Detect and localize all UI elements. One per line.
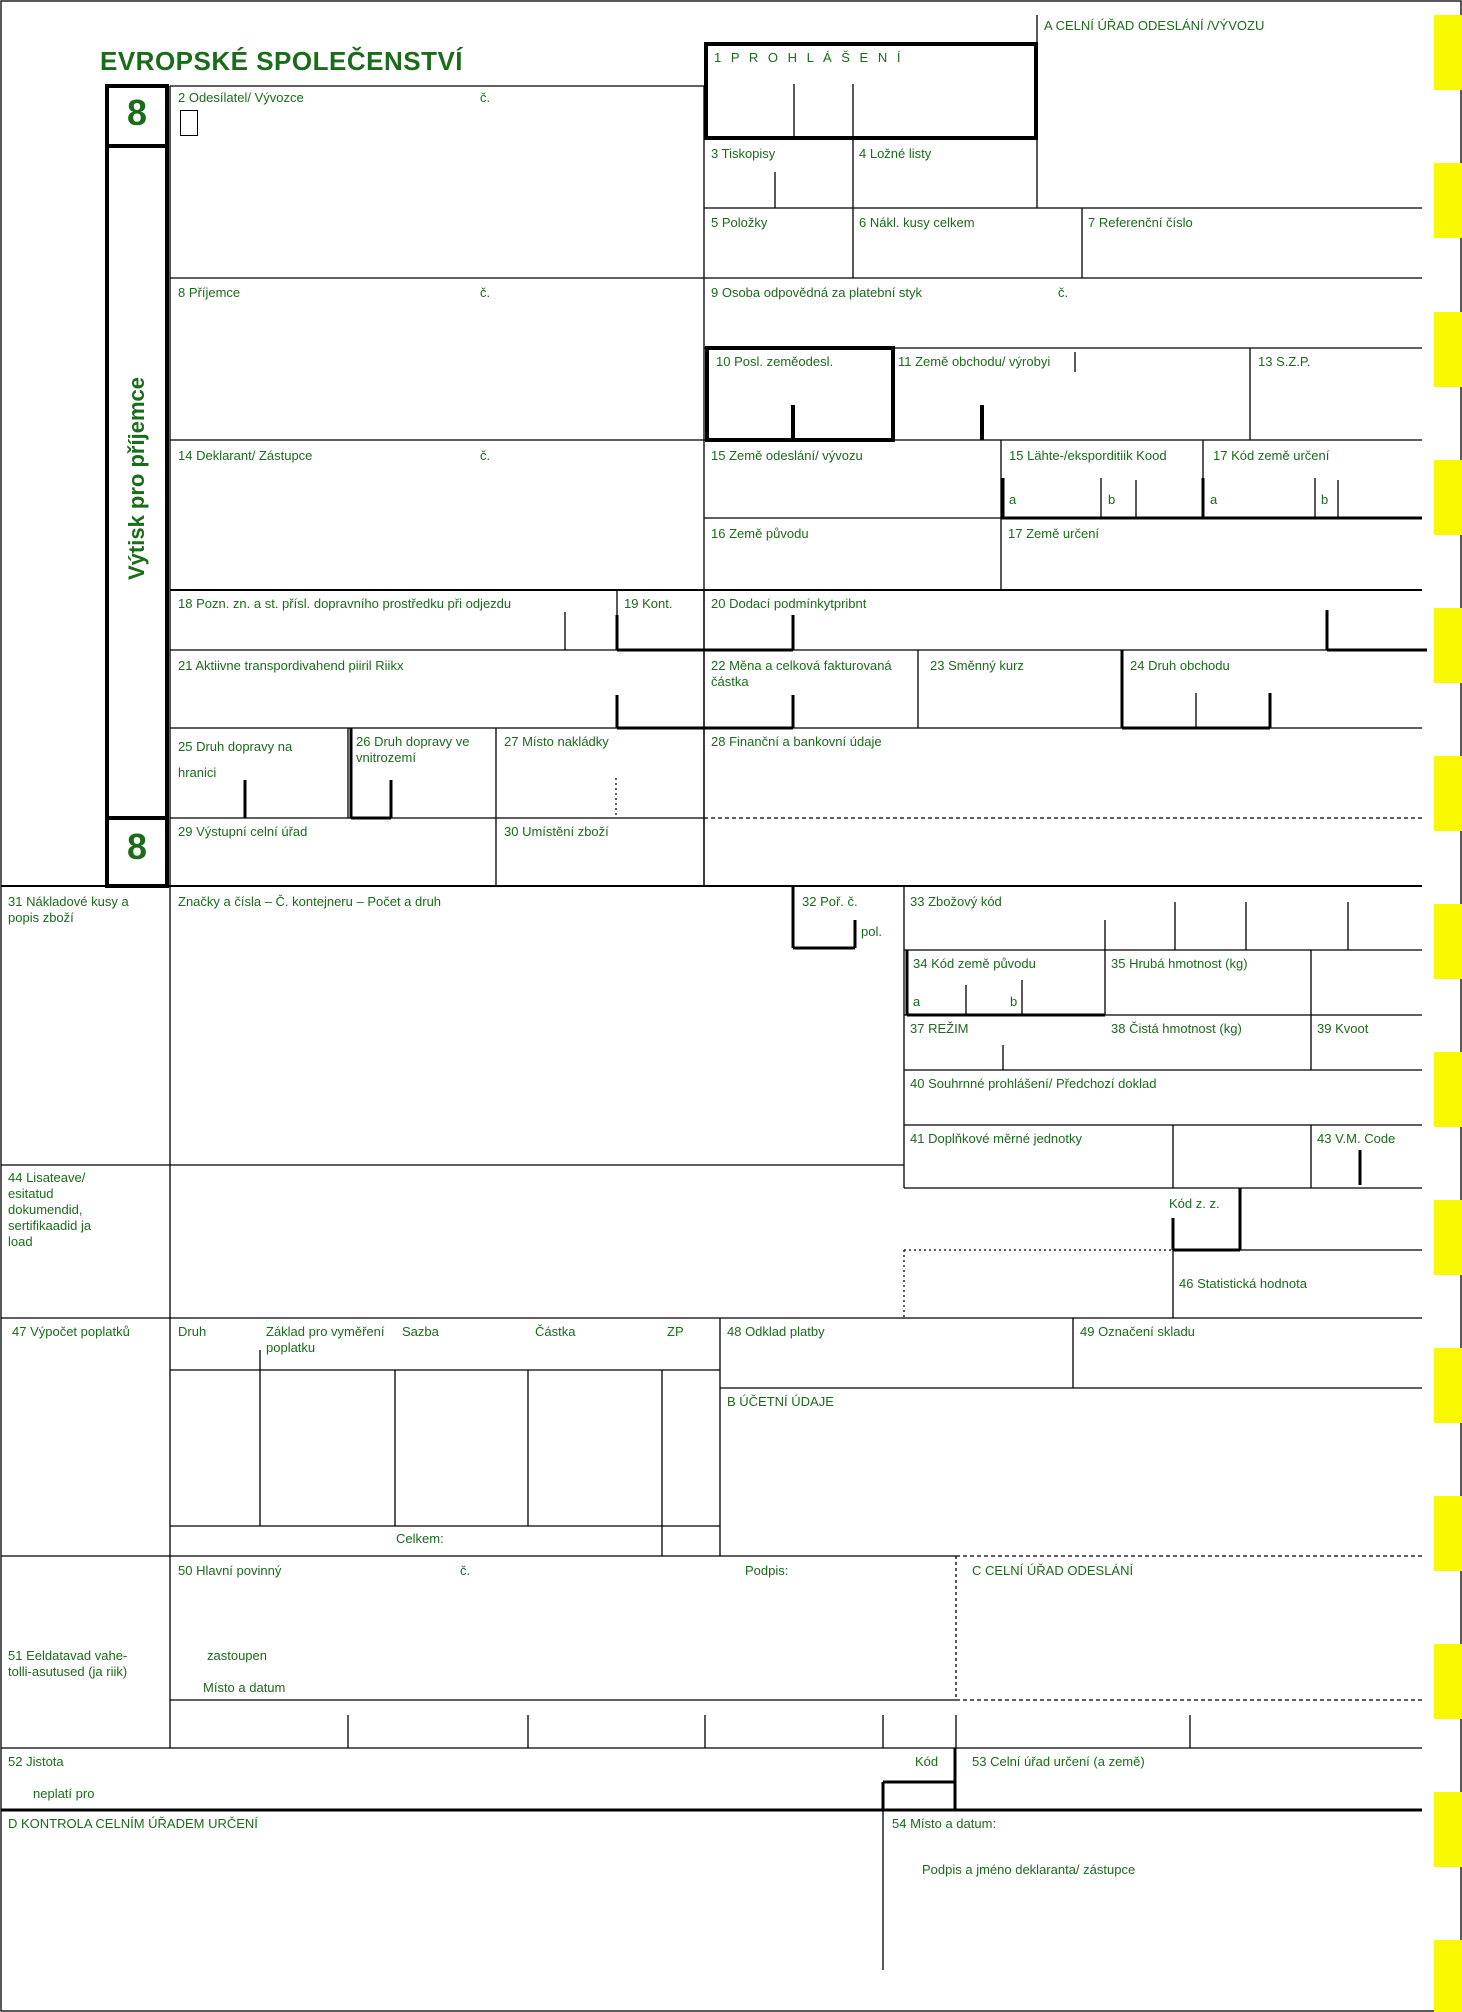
box-2-number-label: č.: [480, 90, 491, 105]
box-16-label: 16 Země původu: [711, 526, 809, 541]
box-50-represented-label: zastoupen: [207, 1648, 267, 1663]
box-50-signature-label: Podpis:: [745, 1563, 789, 1578]
box-32-pol-label: pol.: [861, 924, 882, 939]
box-52-label: 52 Jistota: [8, 1754, 64, 1769]
box-17a-sub-b: b: [1321, 492, 1329, 507]
box-14-label: 14 Deklarant/ Zástupce: [178, 448, 313, 463]
box-41-label: 41 Doplňkové měrné jednotky: [910, 1131, 1082, 1146]
box-30-label: 30 Umístění zboží: [504, 824, 609, 839]
margin-stripe: [1434, 460, 1462, 535]
box-3-label: 3 Tiskopisy: [711, 146, 776, 161]
box-8-number-label: č.: [480, 285, 491, 300]
margin-stripe: [1434, 1496, 1462, 1571]
box-14-number-label: č.: [480, 448, 491, 463]
box-39-label: 39 Kvoot: [1317, 1021, 1369, 1036]
box-9-number-label: č.: [1058, 285, 1069, 300]
copy-purpose-vertical: Výtisk pro příjemce: [124, 377, 149, 580]
copy-number-bottom: 8: [126, 826, 148, 867]
box-15-label: 15 Země odeslání/ vývozu: [711, 448, 863, 463]
box-47-label: 47 Výpočet poplatků: [12, 1324, 130, 1339]
box-29-label: 29 Výstupní celní úřad: [178, 824, 308, 839]
box-37-label: 37 REŽIM: [910, 1021, 969, 1036]
copy-number-top: 8: [126, 92, 148, 133]
box-15a-sub-a: a: [1009, 492, 1017, 507]
box-50-number-label: č.: [460, 1563, 471, 1578]
box-35-label: 35 Hrubá hmotnost (kg): [1111, 956, 1248, 971]
box-47-zaklad: Základ pro vyměření poplatku: [266, 1324, 385, 1355]
box-1-label: 1 P R O H L Á Š E N Í: [714, 50, 904, 65]
box-44-label: 44 Lisateave/ esitatud dokumendid, sertifikaadid ja load: [8, 1170, 92, 1249]
box-B-label: B ÚČETNÍ ÚDAJE: [727, 1394, 834, 1409]
box-50-place-date-label: Místo a datum: [203, 1680, 286, 1695]
box-15a-label: 15 Lähte-/eksporditiik Kood: [1009, 448, 1167, 463]
box-47-celkem: Celkem:: [396, 1531, 444, 1546]
margin-stripe: [1434, 1940, 1462, 2012]
box-52-not-valid-label: neplatí pro: [33, 1786, 95, 1801]
box-11-label: 11 Země obchodu/ výrobyi: [898, 354, 1051, 369]
margin-stripe: [1434, 1792, 1462, 1867]
box-13-label: 13 S.Z.P.: [1258, 354, 1311, 369]
box-8-label: 8 Příjemce: [178, 285, 241, 300]
box-10-label: 10 Posl. zeměodesl.: [716, 354, 834, 369]
box-27-label: 27 Místo nakládky: [504, 734, 609, 749]
box-9-label: 9 Osoba odpovědná za platební styk: [711, 285, 923, 300]
box-51-label: 51 Eeldatavad vahe-tolli-asutused (ja riik): [8, 1648, 128, 1679]
box-47-zp: ZP: [667, 1324, 684, 1339]
box-31-description: Značky a čísla – Č. kontejneru – Počet a druh: [178, 894, 442, 909]
kod-zz-label: Kód z. z.: [1169, 1196, 1220, 1211]
box-34-label: 34 Kód země původu: [913, 956, 1036, 971]
box-17-label: 17 Země určení: [1008, 526, 1100, 541]
box-2-checkbox[interactable]: [180, 110, 198, 136]
box-52-code-label: Kód: [915, 1754, 939, 1769]
box-38-label: 38 Čistá hmotnost (kg): [1111, 1021, 1242, 1036]
box-19-label: 19 Kont.: [624, 596, 673, 611]
box-D-label: D KONTROLA CELNÍM ÚŘADEM URČENÍ: [8, 1816, 258, 1831]
box-53-label: 53 Celní úřad určení (a země): [972, 1754, 1145, 1769]
margin-stripe: [1434, 756, 1462, 831]
box-28-label: 28 Finanční a bankovní údaje: [711, 734, 882, 749]
box-47-castka: Částka: [535, 1324, 576, 1339]
box-32-label: 32 Poř. č.: [802, 894, 858, 909]
box-31-label: 31 Nákladové kusy a popis zboží: [8, 894, 129, 925]
box-21-label: 21 Aktiivne transpordivahend piiril Riikx: [178, 658, 404, 673]
box-7-label: 7 Referenční číslo: [1088, 215, 1193, 230]
margin-stripe: [1434, 163, 1462, 238]
box-5-label: 5 Položky: [711, 215, 768, 230]
box-54-label: 54 Místo a datum:: [892, 1816, 997, 1831]
margin-stripe: [1434, 312, 1462, 387]
box-22-label: 22 Měna a celková fakturovaná částka: [711, 658, 892, 689]
box-34-sub-a: a: [913, 994, 921, 1009]
box-20-label: 20 Dodací podmínkytpribnt: [711, 596, 867, 611]
box-6-label: 6 Nákl. kusy celkem: [859, 215, 975, 230]
box-A-label: A CELNÍ ÚŘAD ODESLÁNÍ /VÝVOZU: [1044, 18, 1265, 33]
box-24-label: 24 Druh obchodu: [1130, 658, 1230, 673]
box-2-label: 2 Odesílatel/ Vývozce: [178, 90, 304, 105]
box-50-label: 50 Hlavní povinný: [178, 1563, 282, 1578]
box-26-label: 26 Druh dopravy ve vnitrozemí: [356, 734, 470, 765]
margin-stripe: [1434, 608, 1462, 683]
box-25-label: 25 Druh dopravy na hranici: [178, 739, 293, 780]
form-title: EVROPSKÉ SPOLEČENSTVÍ: [100, 46, 464, 76]
box-17a-label: 17 Kód země určení: [1213, 448, 1330, 463]
box-46-label: 46 Statistická hodnota: [1179, 1276, 1307, 1291]
margin-stripe: [1434, 1052, 1462, 1127]
box-47-sazba: Sazba: [402, 1324, 439, 1339]
box-47-druh: Druh: [178, 1324, 207, 1339]
box-49-label: 49 Označení skladu: [1080, 1324, 1195, 1339]
box-23-label: 23 Směnný kurz: [930, 658, 1024, 673]
margin-stripe: [1434, 904, 1462, 979]
box-15a-sub-b: b: [1108, 492, 1116, 507]
box-34-sub-b: b: [1010, 994, 1018, 1009]
margin-stripe: [1434, 1644, 1462, 1719]
margin-stripe: [1434, 1348, 1462, 1423]
box-33-label: 33 Zbožový kód: [910, 894, 1002, 909]
box-4-label: 4 Ložné listy: [859, 146, 932, 161]
box-40-label: 40 Souhrnné prohlášení/ Předchozí doklad: [910, 1076, 1157, 1091]
box-54-signature-label: Podpis a jméno deklaranta/ zástupce: [922, 1862, 1136, 1877]
box-C-label: C CELNÍ ÚŘAD ODESLÁNÍ: [972, 1563, 1134, 1578]
box-17a-sub-a: a: [1210, 492, 1218, 507]
box-18-label: 18 Pozn. zn. a st. přísl. dopravního prostředku při odjezdu: [178, 596, 512, 611]
margin-stripe: [1434, 15, 1462, 90]
box-48-label: 48 Odklad platby: [727, 1324, 825, 1339]
box-43-label: 43 V.M. Code: [1317, 1131, 1396, 1146]
margin-stripe: [1434, 1200, 1462, 1275]
